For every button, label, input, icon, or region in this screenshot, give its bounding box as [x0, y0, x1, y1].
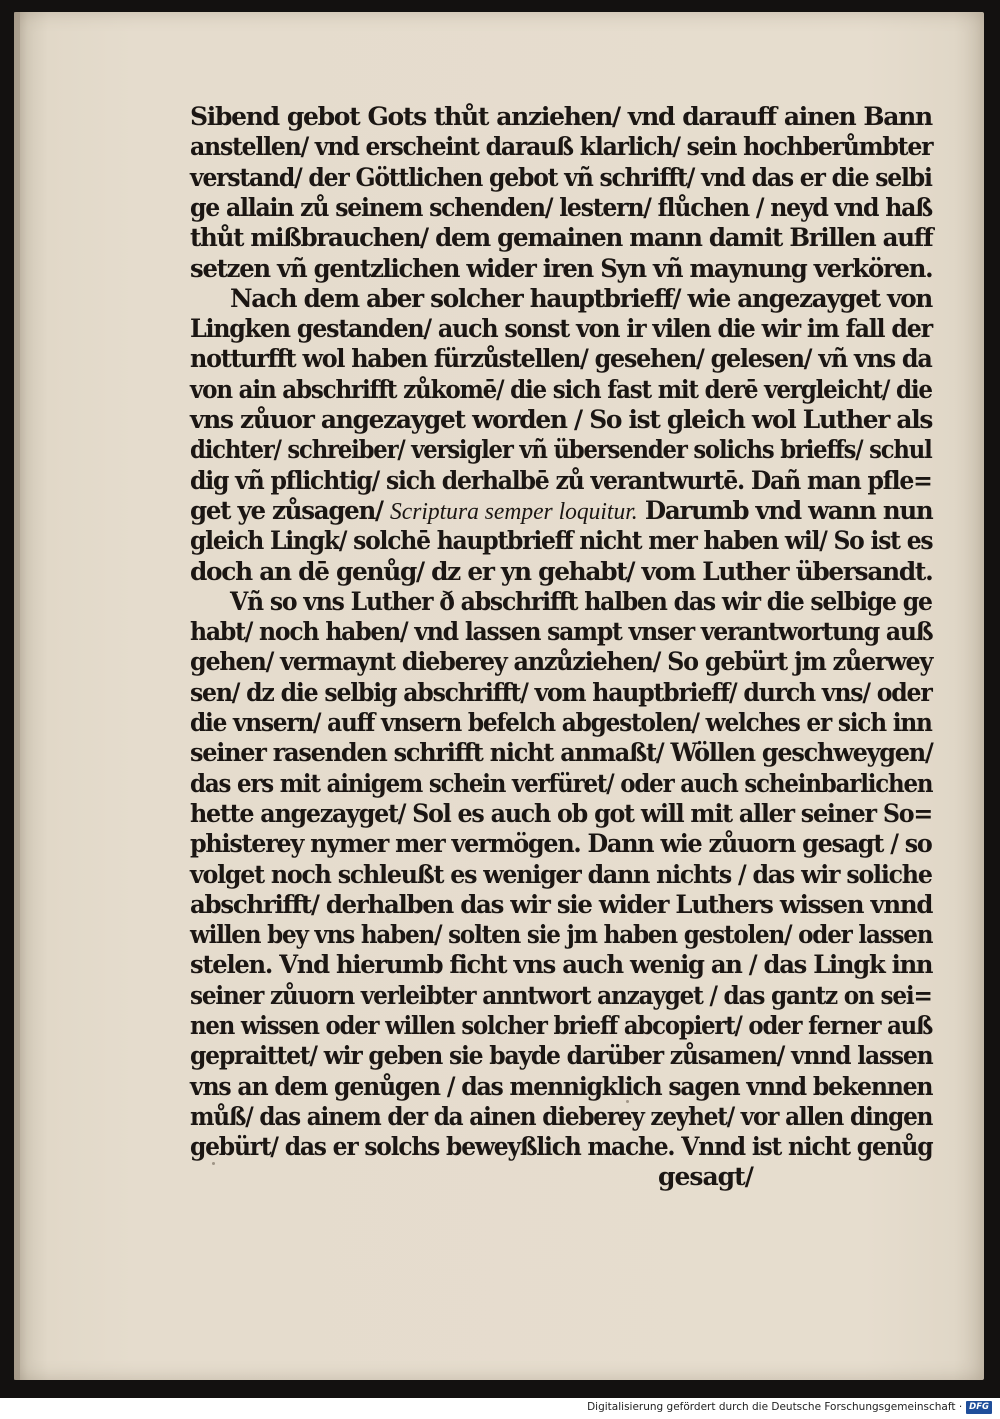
- text-line: notturfft wol haben fürzůstellen/ gesehen/ gelesen/ vñ vns da: [190, 344, 932, 374]
- text-line: das ers mit ainigem schein verfüret/ oder auch scheinbarlichen: [190, 768, 933, 798]
- text-line: gepraittet/ wir geben sie bayde darüber zůsamen/ vnnd lassen: [190, 1041, 933, 1071]
- text-line: Vñ so vns Luther ð abschrifft halben das wir die selbige ge: [230, 586, 932, 616]
- text-line: ge allain zů seinem schenden/ lestern/ flůchen / neyd vnd haß: [190, 192, 932, 222]
- text-line: verstand/ der Göttlichen gebot vñ schrifft/ vnd das er die selbi: [190, 162, 932, 192]
- text-line: thůt mißbrauchen/ dem gemainen mann damit Brillen auff: [190, 223, 933, 253]
- latin-quotation: Scriptura semper loquitur.: [389, 498, 638, 525]
- text-line: gleich Lingk/ solchē hauptbrieff nicht mer haben wil/ So ist es: [190, 526, 933, 556]
- text-line: stelen. Vnd hierumb ficht vns auch wenig an / das Lingk inn: [190, 950, 933, 980]
- text-line: hette angezayget/ Sol es auch ob got will mit aller seiner So=: [190, 798, 933, 828]
- text-line: willen bey vns haben/ solten sie jm haben gestolen/ oder lassen: [190, 920, 933, 950]
- text-line: doch an dē genůg/ dz er yn gehabt/ vom Luther übersandt.: [190, 556, 933, 586]
- text-line: anstellen/ vnd erscheint darauß klarlich/ sein hochberůmbter: [190, 132, 933, 162]
- text-line: gehen/ vermaynt dieberey anzůziehen/ So gebürt jm zůerwey: [190, 647, 933, 677]
- text-line: nen wissen oder willen solcher brieff abcopiert/ oder ferner auß: [190, 1011, 933, 1040]
- credit-text: Digitalisierung gefördert durch die Deutsche Forschungsgemeinschaft ·: [587, 1401, 963, 1413]
- body-text: [190, 100, 932, 1200]
- dfg-logo-icon: DFG: [966, 1401, 992, 1414]
- text-line: abschrifft/ derhalben das wir sie wider Luthers wissen vnnd: [190, 889, 933, 919]
- text-line: volget noch schleußt es weniger dann nichts / das wir soliche: [190, 859, 932, 889]
- text-line: Nach dem aber solcher hauptbrieff/ wie angezayget von: [230, 283, 933, 313]
- text-line: seiner rasenden schrifft nicht anmaßt/ Wöllen geschweygen/: [190, 738, 933, 768]
- text-line: die vnsern/ auff vnsern befelch abgestolen/ welches er sich inn: [190, 708, 932, 737]
- text-line: Lingken gestanden/ auch sonst von ir vilen die wir im fall der: [190, 314, 932, 344]
- text-line: habt/ noch haben/ vnd lassen sampt vnser verantwortung auß: [190, 617, 933, 647]
- text-line: dichter/ schreiber/ versigler vñ übersender solichs brieffs/ schul: [190, 435, 932, 465]
- text-line: můß/ das ainem der da ainen dieberey zeyhet/ vor allen dingen: [190, 1101, 933, 1131]
- book-page: [14, 12, 984, 1380]
- text-line: dig vñ pflichtig/ sich derhalbē zů verantwurtē. Dañ man pfle=: [190, 465, 932, 495]
- page-gutter-edge: [14, 12, 20, 1380]
- text-line: vns an dem genůgen / das mennigklich sagen vnnd bekennen: [190, 1071, 933, 1101]
- text-line: von ain abschrifft zůkomē/ die sich fast mit derē vergleicht/ die: [190, 374, 932, 404]
- text-line: Sibend gebot Gots thůt anziehen/ vnd darauff ainen Bann: [190, 102, 932, 131]
- text-line: setzen vñ gentzlichen wider iren Syn vñ maynung verkören.: [190, 253, 933, 283]
- text-line: seiner zůuorn verleibter anntwort anzayget / das gantz on sei=: [190, 980, 932, 1010]
- digitization-credit: [587, 1399, 992, 1415]
- text-line: sen/ dz die selbig abschrifft/ vom hauptbrieff/ durch vns/ oder: [190, 677, 932, 707]
- text-line: get ye zůsagen/ Scriptura semper loquitur. Darumb vnd wann nun: [190, 495, 933, 525]
- catchword: gesagt/: [658, 1162, 753, 1191]
- text-line: vns zůuor angezayget worden / So ist gleich wol Luther als: [190, 405, 933, 434]
- text-line: phisterey nymer mer vermögen. Dann wie zůuorn gesagt / so: [190, 829, 932, 859]
- text-line: gebürt/ das er solchs beweyßlich mache. Vnnd ist nicht genůg: [190, 1132, 933, 1162]
